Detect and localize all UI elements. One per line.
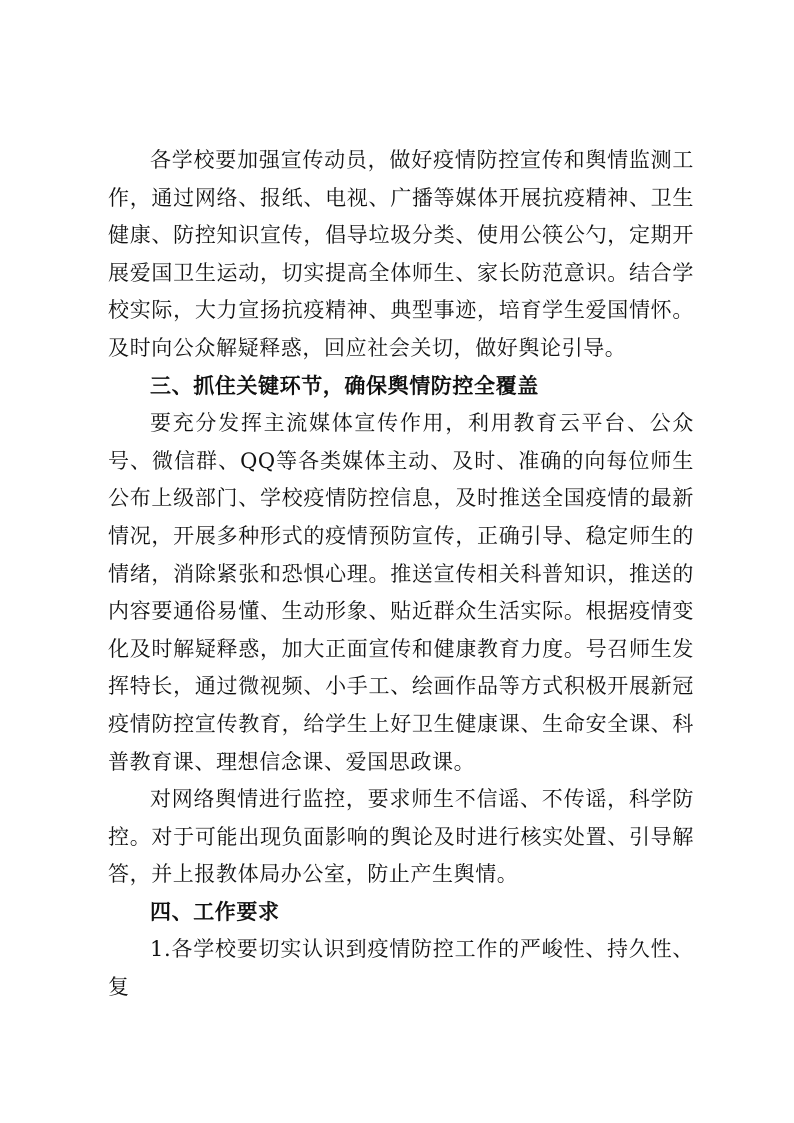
section-heading-4: 四、工作要求: [150, 899, 280, 924]
paragraph-monitoring: 对网络舆情进行监控，要求师生不信谣、不传谣，科学防控。对于可能出现负面影响的舆论及时进行核实处置、引导解答，并上报教体局办公室，防止产生舆情。: [108, 787, 694, 887]
paragraph-requirement-1: 1.各学校要切实认识到疫情防控工作的严峻性、持久性、复: [108, 937, 694, 1000]
paragraph-media: 要充分发挥主流媒体宣传作用，利用教育云平台、公众号、微信群、QQ等各类媒体主动、及时、准确的向每位师生公布上级部门、学校疫情防控信息，及时推送全国疫情的最新情况，开展多种形式的疫情预防宣传，正确引导、稳定师生的情绪，消除紧张和恐惧心理。推送宣传相关科普知识，推送的内容要通俗易懂、生动形象、贴近群众生活实际。根据疫情变化及时解疑释惑，加大正面宣传和健康教育力度。号召师生发挥特长，通过微视频、小手工、绘画作品等方式积极开展新冠疫情防控宣传教育，给学生上好卫生健康课、生命安全课、科普教育课、理想信念课、爱国思政课。: [108, 411, 694, 774]
section-heading-3: 三、抓住关键环节，确保舆情防控全覆盖: [150, 373, 539, 398]
document-page: [108, 142, 694, 1007]
paragraph-publicity: 各学校要加强宣传动员，做好疫情防控宣传和舆情监测工作，通过网络、报纸、电视、广播等媒体开展抗疫精神、卫生健康、防控知识宣传，倡导垃圾分类、使用公筷公勺，定期开展爱国卫生运动，切实提高全体师生、家长防范意识。结合学校实际，大力宣扬抗疫精神、典型事迹，培育学生爱国情怀。及时向公众解疑释惑，回应社会关切，做好舆论引导。: [108, 148, 694, 360]
